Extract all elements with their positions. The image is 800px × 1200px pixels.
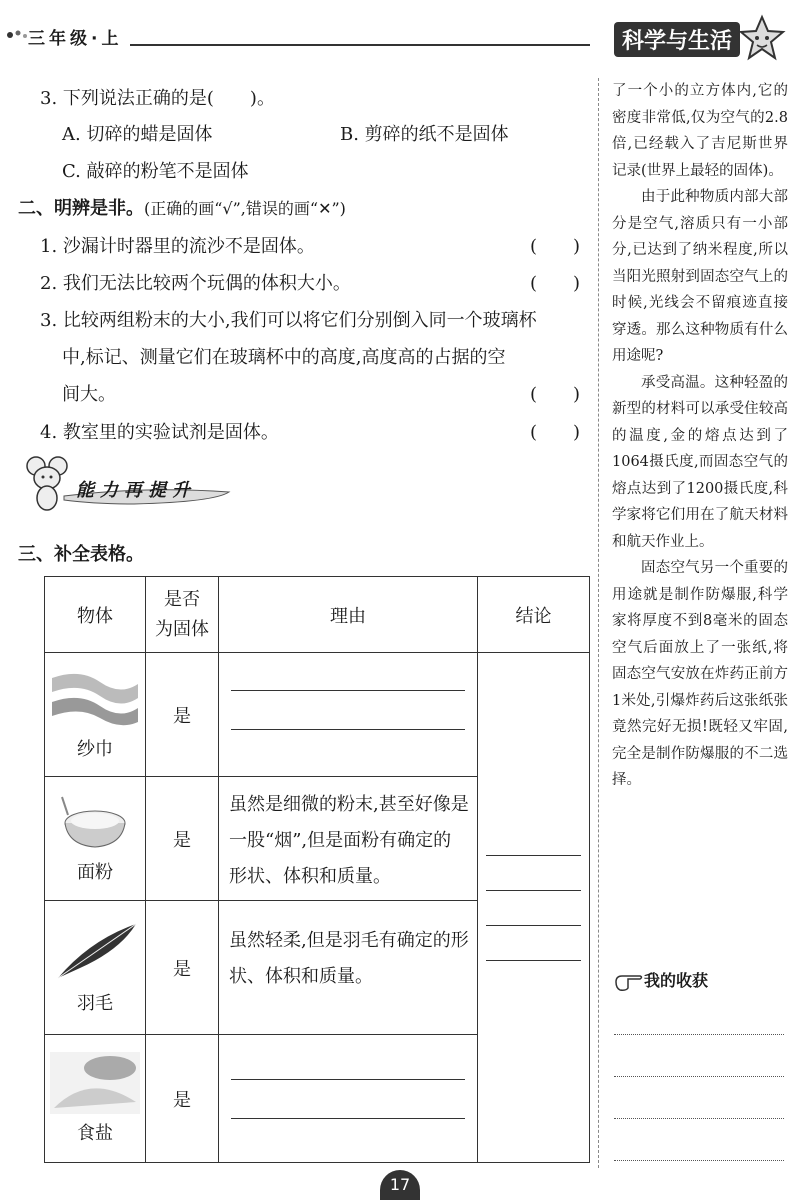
- reason-text: 虽然轻柔,但是羽毛有确定的形状、体积和质量。: [229, 930, 469, 987]
- sidebar-article: [612, 78, 788, 794]
- header-reason: 理由: [219, 577, 478, 653]
- object-cell: [45, 777, 146, 901]
- answer-line[interactable]: [231, 1079, 465, 1080]
- conclusion-cell[interactable]: [478, 653, 590, 1163]
- header-solid-line2: 为固体: [155, 618, 209, 640]
- flour-image: [60, 793, 130, 853]
- object-cell: [45, 901, 146, 1035]
- answer-line[interactable]: [486, 925, 581, 926]
- judge-item-3c: 间大。: [62, 384, 116, 405]
- reason-cell[interactable]: [219, 653, 478, 777]
- q3-option-b: B. 剪碎的纸不是固体: [340, 124, 509, 145]
- part2-heading: [18, 194, 346, 220]
- header-solid-line1: 是否: [164, 588, 200, 610]
- q3-stem: 3. 下列说法正确的是( )。: [40, 88, 275, 109]
- judge-item-1: 1. 沙漏计时器里的流沙不是固体。: [40, 236, 315, 257]
- note-line[interactable]: [614, 1160, 784, 1161]
- solid-cell: 是: [146, 777, 219, 901]
- object-name: 纱巾: [77, 739, 113, 760]
- pointing-hand-icon: [614, 972, 644, 992]
- feather-image: [50, 920, 140, 984]
- ability-banner: [14, 452, 234, 516]
- page-header: [0, 0, 800, 70]
- sidebar-paragraph: 由于此种物质内部大部分是空气,溶质只有一小部分,已达到了纳米程度,所以当阳光照射到固态空气上的时候,光线会不留痕迹直接穿透。那么这种物质有什么用途呢?: [612, 189, 788, 364]
- object-name: 羽毛: [77, 993, 113, 1014]
- sidebar-paragraph: 了一个小的立方体内,它的密度非常低,仅为空气的2.8倍,已经载入了吉尼斯世界记录(世界上最轻的固体)。: [612, 83, 788, 179]
- scarf-image: [50, 668, 140, 730]
- reason-cell[interactable]: [219, 1035, 478, 1163]
- harvest-title: 我的收获: [644, 971, 709, 990]
- object-cell: [45, 1035, 146, 1163]
- judge-item-3a: 3. 比较两组粉末的大小,我们可以将它们分别倒入同一个玻璃杯: [40, 310, 537, 331]
- answer-paren-2[interactable]: ( ): [530, 273, 581, 294]
- header-line: [130, 44, 590, 46]
- solid-cell: 是: [146, 653, 219, 777]
- harvest-heading: [614, 968, 708, 992]
- salt-image: [50, 1052, 140, 1114]
- part3-title: 三、补全表格。: [18, 544, 144, 565]
- fill-table: [44, 576, 590, 1163]
- table-row: [45, 653, 590, 777]
- object-name: 面粉: [77, 862, 113, 883]
- answer-line[interactable]: [486, 890, 581, 891]
- reason-cell: [219, 901, 478, 1035]
- answer-line[interactable]: [231, 690, 465, 691]
- dots-icon: [6, 28, 28, 42]
- q3-option-a: A. 切碎的蜡是固体: [62, 124, 213, 145]
- part2-title: 二、明辨是非。: [18, 198, 144, 219]
- solid-cell: 是: [146, 901, 219, 1035]
- q3-option-c: C. 敲碎的粉笔不是固体: [62, 161, 249, 182]
- answer-line[interactable]: [231, 1118, 465, 1119]
- judge-item-4: 4. 教室里的实验试剂是固体。: [40, 422, 279, 443]
- header-object: 物体: [45, 577, 146, 653]
- note-line[interactable]: [614, 1076, 784, 1077]
- brand-title: 科学与生活: [614, 22, 740, 57]
- star-mascot-icon: [738, 14, 786, 62]
- answer-line[interactable]: [486, 960, 581, 961]
- column-divider: [598, 78, 599, 1168]
- reason-cell: [219, 777, 478, 901]
- reason-text: 虽然是细微的粉末,甚至好像是一股“烟”,但是面粉有确定的形状、体积和质量。: [229, 794, 469, 887]
- answer-line[interactable]: [486, 855, 581, 856]
- note-line[interactable]: [614, 1034, 784, 1035]
- part2-note: (正确的画“√”,错误的画“✕”): [144, 199, 346, 218]
- header-solid: [146, 577, 219, 653]
- object-cell: [45, 653, 146, 777]
- answer-paren-4[interactable]: ( ): [530, 422, 581, 443]
- note-line[interactable]: [614, 1118, 784, 1119]
- banner-text: 能力再提升: [76, 480, 196, 501]
- grade-label: 三年级·上: [28, 29, 123, 49]
- object-name: 食盐: [77, 1123, 113, 1144]
- answer-line[interactable]: [231, 729, 465, 730]
- answer-paren-3[interactable]: ( ): [530, 384, 581, 405]
- table-header-row: [45, 577, 590, 653]
- answer-paren-1[interactable]: ( ): [530, 236, 581, 257]
- judge-item-2: 2. 我们无法比较两个玩偶的体积大小。: [40, 273, 351, 294]
- sidebar-paragraph: 承受高温。这种轻盈的新型的材料可以承受住较高的温度,金的熔点达到了1064摄氏度,而固态空气的熔点达到了1200摄氏度,科学家将它们用在了航天材料和航天作业上。: [612, 374, 788, 550]
- page-number: 17: [380, 1170, 420, 1200]
- judge-item-3b: 中,标记、测量它们在玻璃杯中的高度,高度高的占据的空: [62, 347, 506, 368]
- solid-cell: 是: [146, 1035, 219, 1163]
- sidebar-paragraph: 固态空气另一个重要的用途就是制作防爆服,科学家将厚度不到8毫米的固态空气后面放上了一张纸,将固态空气安放在炸药正前方1米处,引爆炸药后这张纸张竟然完好无损!既轻又牢固,完全是制作防爆服的不二选择。: [612, 560, 788, 788]
- header-conclusion: 结论: [478, 577, 590, 653]
